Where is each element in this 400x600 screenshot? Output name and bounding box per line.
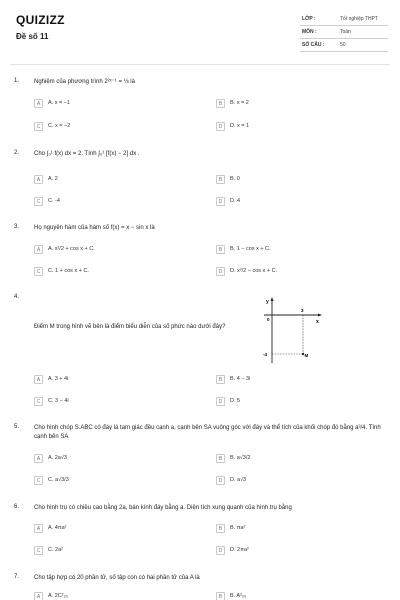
option-letter: C (34, 476, 43, 485)
x-label: x (316, 319, 319, 325)
meta-row-subject (300, 26, 388, 39)
question-text: Họ nguyên hàm của hàm số f(x) = x − sin x là (34, 225, 155, 231)
option-text: D. 2πa² (230, 547, 249, 553)
option-letter: A (34, 175, 43, 184)
option-letter: D (216, 122, 225, 131)
y-axis-arrow (271, 297, 274, 301)
option-letter: A (34, 99, 43, 108)
option-letter: D (216, 546, 225, 555)
exam-title: Đề số 11 (16, 32, 49, 41)
question-number: 3. (14, 224, 20, 230)
option-letter: D (216, 197, 225, 206)
question-text: Cho hình chóp S.ABC có đáy là tam giác đều cạnh a, cạnh bên SA vuông góc với đáy và thể tích của khối chóp đó bằng a³/4. Tính cạnh bên SA (34, 425, 381, 440)
meta-row-count (300, 39, 388, 52)
option-letter: B (216, 175, 225, 184)
option-letter: A (34, 592, 43, 600)
option-text: B. 4 − 3i (230, 376, 251, 382)
question-text: Cho tập hợp có 20 phần tử, số tập con có hai phần tử của A là (34, 575, 200, 581)
question-number: 1. (14, 78, 20, 84)
meta-label: SỐ CÂU : (302, 42, 325, 48)
option-letter: B (216, 592, 225, 600)
question-text: Nghiệm của phương trình 2²ˣ⁻¹ = ⅛ là (34, 79, 135, 85)
origin-label: 0 (267, 317, 270, 322)
option-letter: B (216, 99, 225, 108)
question-number: 2. (14, 150, 20, 156)
option-text: C. x = −2 (48, 123, 71, 129)
option-letter: B (216, 375, 225, 384)
question-text: Cho ∫₀¹ f(x) dx = 2. Tính ∫₀¹ [f(x) − 2] dx . (34, 151, 140, 157)
option-text: A. 3 + 4i (48, 376, 69, 382)
point-label: M (304, 353, 309, 358)
question-number: 7. (14, 574, 20, 580)
option-letter: D (216, 397, 225, 406)
option-letter: A (34, 454, 43, 463)
question-number: 6. (14, 504, 20, 510)
meta-label: MÔN : (302, 29, 317, 35)
option-text: C. 2a² (48, 547, 63, 553)
option-letter: A (34, 375, 43, 384)
option-text: D. x = 1 (230, 123, 250, 129)
option-text: C. -4 (48, 198, 60, 204)
meta-value: Tốt nghiệp THPT (340, 16, 378, 22)
option-text: A. x = −1 (48, 100, 71, 106)
option-text: A. x²/2 + cos x + C. (48, 246, 95, 252)
worksheet-header (0, 0, 400, 60)
option-text: D. 5 (230, 398, 241, 404)
x-tick-label: 3 (301, 308, 304, 313)
option-letter: C (34, 197, 43, 206)
option-letter: D (216, 267, 225, 276)
x-axis-arrow (318, 314, 322, 317)
option-text: D. x²/2 − cos x + C. (230, 268, 278, 274)
option-letter: B (216, 454, 225, 463)
question-text: Điểm M trong hình vẽ bên là điểm biểu diễn của số phức nào dưới đây? (34, 324, 226, 330)
option-text: B. x = 2 (230, 100, 249, 106)
option-letter: C (34, 122, 43, 131)
question-number: 5. (14, 424, 20, 430)
option-letter: C (34, 267, 43, 276)
option-text: C. a√3/3 (48, 477, 69, 483)
y-label: y (266, 299, 269, 305)
header-divider (10, 64, 390, 65)
option-text: C. 1 + cos x + C. (48, 268, 89, 274)
option-letter: A (34, 524, 43, 533)
option-letter: B (216, 245, 225, 254)
option-letter: A (34, 245, 43, 254)
option-text: B. A²₂₀ (230, 593, 247, 599)
option-letter: C (34, 397, 43, 406)
option-text: B. 0 (230, 176, 240, 182)
exam-meta-table (300, 13, 388, 52)
option-text: D. 4 (230, 198, 241, 204)
option-text: B. 1 − cos x + C. (230, 246, 271, 252)
option-text: B. a√3/2 (230, 455, 251, 461)
meta-value: 50 (340, 42, 346, 48)
complex-plane-figure (262, 297, 322, 365)
meta-label: LỚP : (302, 16, 316, 22)
question-text: Cho hình trụ có chiều cao bằng 2a, bán kính đáy bằng a. Diện tích xung quanh của hình trụ bằng (34, 505, 292, 511)
y-tick-label: -4 (263, 352, 268, 357)
option-text: A. 2C²₂₀ (48, 593, 69, 599)
option-letter: D (216, 476, 225, 485)
option-text: A. 2 (48, 176, 58, 182)
question-number: 4. (14, 294, 20, 300)
option-text: C. 3 − 4i (48, 398, 69, 404)
option-text: A. 2a√3 (48, 455, 67, 461)
option-text: D. a√3 (230, 477, 247, 483)
meta-value: Toán (340, 29, 351, 35)
quizizz-logo: QUIZIZZ (16, 13, 65, 27)
option-letter: B (216, 524, 225, 533)
meta-row-class (300, 13, 388, 26)
option-text: B. πa² (230, 525, 246, 531)
option-letter: C (34, 546, 43, 555)
option-text: A. 4πa² (48, 525, 67, 531)
